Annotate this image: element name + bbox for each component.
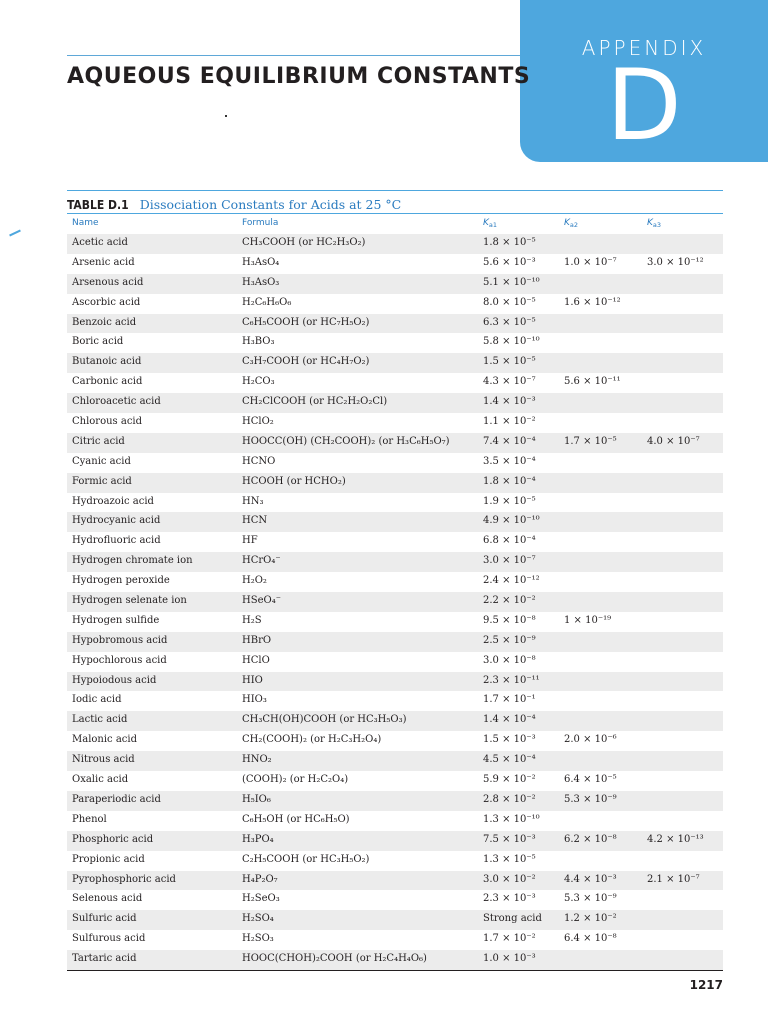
acid-name: Hypochlorous acid [72, 654, 167, 666]
ka2-value: 6.4 × 10⁻⁵ [564, 774, 617, 786]
ka1-value: 1.3 × 10⁻¹⁰ [483, 813, 540, 825]
table-body [67, 234, 723, 970]
acid-name: Hydrogen selenate ion [72, 595, 187, 607]
ka2-value: 1.2 × 10⁻² [564, 913, 617, 925]
ka1-value: 1.4 × 10⁻⁴ [483, 714, 536, 726]
ka1-value: 1.3 × 10⁻⁵ [483, 853, 536, 865]
ka1-value: 4.9 × 10⁻¹⁰ [483, 515, 540, 527]
table-row [67, 393, 723, 413]
table-row [67, 413, 723, 433]
acid-formula: CH₃CH(OH)COOH (or HC₃H₅O₃) [242, 714, 407, 726]
ka3-value: 4.2 × 10⁻¹³ [647, 833, 704, 845]
table-row [67, 353, 723, 373]
table-row [67, 294, 723, 314]
header-name: Name [72, 218, 99, 228]
ka1-value: 1.9 × 10⁻⁵ [483, 495, 536, 507]
table-bottom-rule [67, 970, 723, 971]
ka1-value: Strong acid [483, 913, 542, 925]
table-row [67, 512, 723, 532]
table-row [67, 612, 723, 632]
table-row [67, 871, 723, 891]
ka1-value: 2.5 × 10⁻⁹ [483, 634, 536, 646]
acid-name: Formic acid [72, 475, 132, 487]
acid-name: Hydrocyanic acid [72, 515, 161, 527]
acid-name: Pyrophosphoric acid [72, 873, 176, 885]
acid-name: Hydrogen peroxide [72, 575, 170, 587]
ka1-value: 2.3 × 10⁻³ [483, 893, 536, 905]
table-row [67, 532, 723, 552]
header-ka1: $K_{a1}$ [483, 218, 498, 229]
acid-name: Selenous acid [72, 893, 143, 905]
acid-name: Butanoic acid [72, 356, 142, 368]
acid-formula: H₃BO₃ [242, 336, 275, 348]
acid-name: Benzoic acid [72, 316, 137, 328]
table-header [67, 214, 723, 233]
acid-formula: H₂O₂ [242, 575, 267, 587]
ka1-value: 3.0 × 10⁻² [483, 873, 536, 885]
acid-formula: CH₂(COOH)₂ (or H₂C₃H₂O₄) [242, 734, 382, 746]
ka2-value: 1.0 × 10⁻⁷ [564, 256, 617, 268]
acid-formula: H₄P₂O₇ [242, 873, 278, 885]
acid-name: Hydrofluoric acid [72, 535, 161, 547]
table-row [67, 731, 723, 751]
acid-name: Phenol [72, 813, 107, 825]
acid-formula: HClO [242, 654, 270, 666]
appendix-label: APPENDIX [581, 36, 707, 60]
ka1-value: 3.5 × 10⁻⁴ [483, 455, 536, 467]
acid-formula: HSeO₄⁻ [242, 595, 281, 607]
ka1-value: 8.0 × 10⁻⁵ [483, 296, 536, 308]
acid-formula: H₂SO₄ [242, 913, 274, 925]
acid-name: Nitrous acid [72, 754, 135, 766]
ka2-value: 2.0 × 10⁻⁶ [564, 734, 617, 746]
ka3-value: 3.0 × 10⁻¹² [647, 256, 704, 268]
ka1-value: 1.8 × 10⁻⁵ [483, 237, 536, 248]
ka1-value: 1.7 × 10⁻¹ [483, 694, 536, 706]
table-row [67, 333, 723, 353]
table-row [67, 433, 723, 453]
acid-formula: HCNO [242, 455, 276, 467]
acid-name: Hydrogen chromate ion [72, 555, 193, 567]
ka1-value: 4.3 × 10⁻⁷ [483, 376, 536, 388]
ka1-value: 4.5 × 10⁻⁴ [483, 754, 536, 766]
acid-formula: H₂SeO₃ [242, 893, 280, 905]
table-title: Dissociation Constants for Acids at 25 °C [139, 197, 402, 212]
caption-rule [67, 190, 723, 191]
acid-formula: C₂H₅COOH (or HC₃H₅O₂) [242, 853, 370, 865]
ka1-value: 9.5 × 10⁻⁸ [483, 614, 536, 626]
acid-formula: HNO₂ [242, 754, 272, 766]
acid-formula: HCN [242, 515, 268, 527]
acid-formula: HOOC(CHOH)₂COOH (or H₂C₄H₄O₆) [242, 953, 427, 965]
ka2-value: 1 × 10⁻¹⁹ [564, 614, 612, 626]
acid-name: Chloroacetic acid [72, 396, 161, 408]
table-row [67, 950, 723, 970]
table-row [67, 691, 723, 711]
acid-name: Cyanic acid [72, 455, 131, 467]
ka3-value: 4.0 × 10⁻⁷ [647, 435, 700, 447]
table-row [67, 851, 723, 871]
ka2-value: 6.4 × 10⁻⁸ [564, 933, 617, 945]
acid-name: Hypoiodous acid [72, 674, 157, 686]
table-row [67, 771, 723, 791]
ka1-value: 3.0 × 10⁻⁷ [483, 555, 536, 567]
margin-mark [9, 230, 21, 237]
ka1-value: 6.3 × 10⁻⁵ [483, 316, 536, 328]
acid-name: Carbonic acid [72, 376, 143, 388]
stray-mark [225, 115, 227, 117]
ka1-value: 2.8 × 10⁻² [483, 793, 536, 805]
table-row [67, 592, 723, 612]
acid-formula: H₂S [242, 614, 262, 626]
table-row [67, 274, 723, 294]
acid-formula: CH₂ClCOOH (or HC₂H₂O₂Cl) [242, 396, 388, 408]
page-title: AQUEOUS EQUILIBRIUM CONSTANTS [67, 64, 531, 89]
acid-formula: C₃H₇COOH (or HC₄H₇O₂) [242, 356, 370, 368]
acid-name: Oxalic acid [72, 774, 129, 786]
acid-formula: H₂SO₃ [242, 933, 274, 945]
acid-formula: H₃AsO₄ [242, 256, 280, 268]
ka1-value: 1.1 × 10⁻² [483, 416, 536, 428]
ka1-value: 7.5 × 10⁻³ [483, 833, 536, 845]
ka1-value: 3.0 × 10⁻⁸ [483, 654, 536, 666]
acid-formula: H₂C₆H₆O₆ [242, 296, 292, 308]
ka1-value: 2.4 × 10⁻¹² [483, 575, 540, 587]
acid-formula: HClO₂ [242, 416, 274, 428]
ka2-value: 6.2 × 10⁻⁸ [564, 833, 617, 845]
ka1-value: 5.9 × 10⁻² [483, 774, 536, 786]
ka2-value: 5.6 × 10⁻¹¹ [564, 376, 621, 388]
ka1-value: 2.2 × 10⁻² [483, 595, 536, 607]
table-row [67, 572, 723, 592]
table-row [67, 234, 723, 254]
ka1-value: 1.0 × 10⁻³ [483, 953, 536, 965]
table-row [67, 890, 723, 910]
ka2-value: 4.4 × 10⁻³ [564, 873, 617, 885]
title-rule [67, 55, 527, 56]
acid-name: Arsenous acid [72, 276, 144, 288]
acid-name: Phosphoric acid [72, 833, 154, 845]
acid-formula: C₆H₅OH (or HC₆H₅O) [242, 813, 350, 825]
acid-name: Hydroazoic acid [72, 495, 154, 507]
appendix-letter: D [606, 49, 682, 163]
acid-name: Chlorous acid [72, 416, 143, 428]
ka1-value: 5.8 × 10⁻¹⁰ [483, 336, 540, 348]
table-label: TABLE D.1 [67, 198, 129, 212]
table-row [67, 751, 723, 771]
table-row [67, 453, 723, 473]
acid-formula: CH₃COOH (or HC₂H₃O₂) [242, 237, 366, 248]
appendix-tab [520, 0, 768, 162]
header-ka3: $K_{a3}$ [647, 218, 662, 229]
table-row [67, 652, 723, 672]
ka1-value: 1.4 × 10⁻³ [483, 396, 536, 408]
table-row [67, 493, 723, 513]
acid-name: Paraperiodic acid [72, 793, 161, 805]
acid-formula: HN₃ [242, 495, 264, 507]
ka1-value: 2.3 × 10⁻¹¹ [483, 674, 540, 686]
acid-formula: H₂CO₃ [242, 376, 275, 388]
acid-name: Iodic acid [72, 694, 122, 706]
table-row [67, 831, 723, 851]
acid-formula: HOOCC(OH) (CH₂COOH)₂ (or H₃C₆H₅O₇) [242, 435, 450, 447]
acid-formula: C₆H₅COOH (or HC₇H₅O₂) [242, 316, 370, 328]
acid-name: Sulfuric acid [72, 913, 137, 925]
acid-formula: H₃PO₄ [242, 833, 274, 845]
ka2-value: 1.7 × 10⁻⁵ [564, 435, 617, 447]
acid-name: Boric acid [72, 336, 124, 348]
acid-name: Ascorbic acid [72, 296, 141, 308]
table-row [67, 473, 723, 493]
table-row [67, 811, 723, 831]
table-row [67, 711, 723, 731]
ka2-value: 5.3 × 10⁻⁹ [564, 893, 617, 905]
table-row [67, 373, 723, 393]
acid-formula: HBrO [242, 634, 272, 646]
page-number: 1217 [689, 978, 723, 992]
acid-name: Hydrogen sulfide [72, 614, 160, 626]
table-row [67, 930, 723, 950]
acid-formula: HF [242, 535, 258, 547]
ka1-value: 5.1 × 10⁻¹⁰ [483, 276, 540, 288]
acid-formula: HCOOH (or HCHO₂) [242, 475, 346, 487]
ka1-value: 1.7 × 10⁻² [483, 933, 536, 945]
table-row [67, 672, 723, 692]
acid-formula: HIO [242, 674, 263, 686]
acid-formula: HIO₃ [242, 694, 267, 706]
acid-name: Acetic acid [72, 237, 128, 248]
ka1-value: 1.5 × 10⁻⁵ [483, 356, 536, 368]
acid-name: Tartaric acid [72, 953, 137, 965]
ka1-value: 1.8 × 10⁻⁴ [483, 475, 536, 487]
acid-formula: H₅IO₆ [242, 793, 271, 805]
acid-name: Hypobromous acid [72, 634, 168, 646]
table-row [67, 254, 723, 274]
ka1-value: 7.4 × 10⁻⁴ [483, 435, 536, 447]
ka2-value: 1.6 × 10⁻¹² [564, 296, 621, 308]
ka1-value: 5.6 × 10⁻³ [483, 256, 536, 268]
ka1-value: 1.5 × 10⁻³ [483, 734, 536, 746]
table-caption [67, 194, 401, 213]
acid-name: Propionic acid [72, 853, 145, 865]
acid-name: Lactic acid [72, 714, 128, 726]
header-ka2: $K_{a2}$ [564, 218, 579, 229]
ka3-value: 2.1 × 10⁻⁷ [647, 873, 700, 885]
table-row [67, 552, 723, 572]
acid-name: Arsenic acid [72, 256, 135, 268]
table-row [67, 632, 723, 652]
header-formula: Formula [242, 218, 279, 228]
ka2-value: 5.3 × 10⁻⁹ [564, 793, 617, 805]
table-row [67, 791, 723, 811]
acid-formula: HCrO₄⁻ [242, 555, 281, 567]
ka1-value: 6.8 × 10⁻⁴ [483, 535, 536, 547]
acid-formula: H₃AsO₃ [242, 276, 280, 288]
acid-name: Citric acid [72, 435, 125, 447]
acid-name: Sulfurous acid [72, 933, 146, 945]
table-row [67, 910, 723, 930]
acid-name: Malonic acid [72, 734, 137, 746]
table-row [67, 314, 723, 334]
acid-formula: (COOH)₂ (or H₂C₂O₄) [242, 774, 349, 786]
